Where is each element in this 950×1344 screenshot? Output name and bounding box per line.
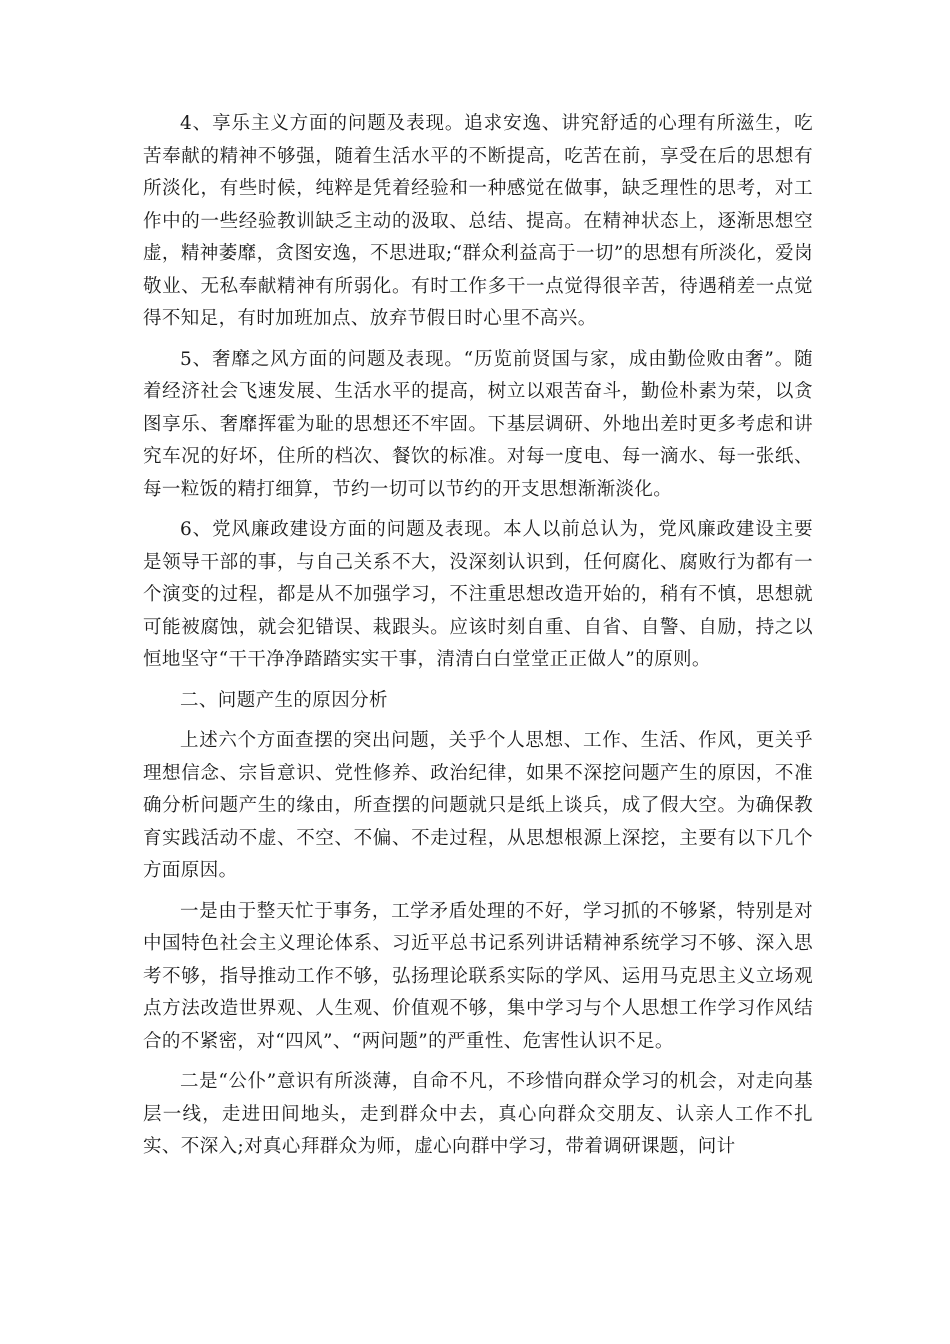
document-body [143, 108, 813, 1172]
paragraph-integrity: 6、党风廉政建设方面的问题及表现。本人以前总认为，党风廉政建设主要是领导干部的事，与自己关系不大，没深刻认识到，任何腐化、腐败行为都有一个演变的过程，都是从不加强学习，不注重思想改造开始的，稍有不慎，思想就可能被腐蚀，就会犯错误、栽跟头。应该时刻自重、自省、自警、自励，持之以恒地坚守“干干净净踏踏实实干事，清清白白堂堂正正做人”的原则。 [143, 519, 813, 670]
paragraph-cause-intro: 上述六个方面查摆的突出问题，关乎个人思想、工作、生活、作风，更关乎理想信念、宗旨意识、党性修养、政治纪律，如果不深挖问题产生的原因，不准确分析问题产生的缘由，所查摆的问题就只是纸上谈兵，成了假大空。为确保教育实践活动不虚、不空、不偏、不走过程，从思想根源上深挖，主要有以下几个方面原因。 [143, 730, 813, 881]
paragraph-hedonism: 4、享乐主义方面的问题及表现。追求安逸、讲究舒适的心理有所滋生，吃苦奉献的精神不够强，随着生活水平的不断提高，吃苦在前，享受在后的思想有所淡化，有些时候，纯粹是凭着经验和一种感觉在做事，缺乏理性的思考，对工作中的一些经验教训缺乏主动的汲取、总结、提高。在精神状态上，逐渐思想空虚，精神萎靡，贪图安逸，不思进取;“群众利益高于一切”的思想有所淡化，爱岗敬业、无私奉献精神有所弱化。有时工作多干一点觉得很辛苦，待遇稍差一点觉得不知足，有时加班加点、放弃节假日时心里不高兴。 [143, 113, 813, 329]
paragraph-cause-two: 二是“公仆”意识有所淡薄，自命不凡，不珍惜向群众学习的机会，对走向基层一线，走进田间地头，走到群众中去，真心向群众交朋友、认亲人工作不扎实、不深入;对真心拜群众为师，虚心向群中学习，带着调研课题，问计 [143, 1071, 813, 1157]
paragraph-extravagance: 5、奢靡之风方面的问题及表现。“历览前贤国与家，成由勤俭败由奢”。随着经济社会飞速发展、生活水平的提高，树立以艰苦奋斗，勤俭朴素为荣，以贪图享乐、奢靡挥霍为耻的思想还不牢固。下基层调研、外地出差时更多考虑和讲究车况的好坏，住所的档次、餐饮的标准。对每一度电、每一滴水、每一张纸、每一粒饭的精打细算，节约一切可以节约的开支思想渐渐淡化。 [143, 348, 813, 500]
section-heading-cause-analysis: 二、问题产生的原因分析 [180, 689, 388, 711]
paragraph-cause-one: 一是由于整天忙于事务，工学矛盾处理的不好，学习抓的不够紧，特别是对中国特色社会主义理论体系、习近平总书记系列讲话精神系统学习不够、深入思考不够，指导推动工作不够，弘扬理论联系实际的学风、运用马克思主义立场观点方法改造世界观、人生观、价值观不够，集中学习与个人思想工作学习作风结合的不紧密，对“四风”、“两问题”的严重性、危害性认识不足。 [143, 900, 813, 1052]
